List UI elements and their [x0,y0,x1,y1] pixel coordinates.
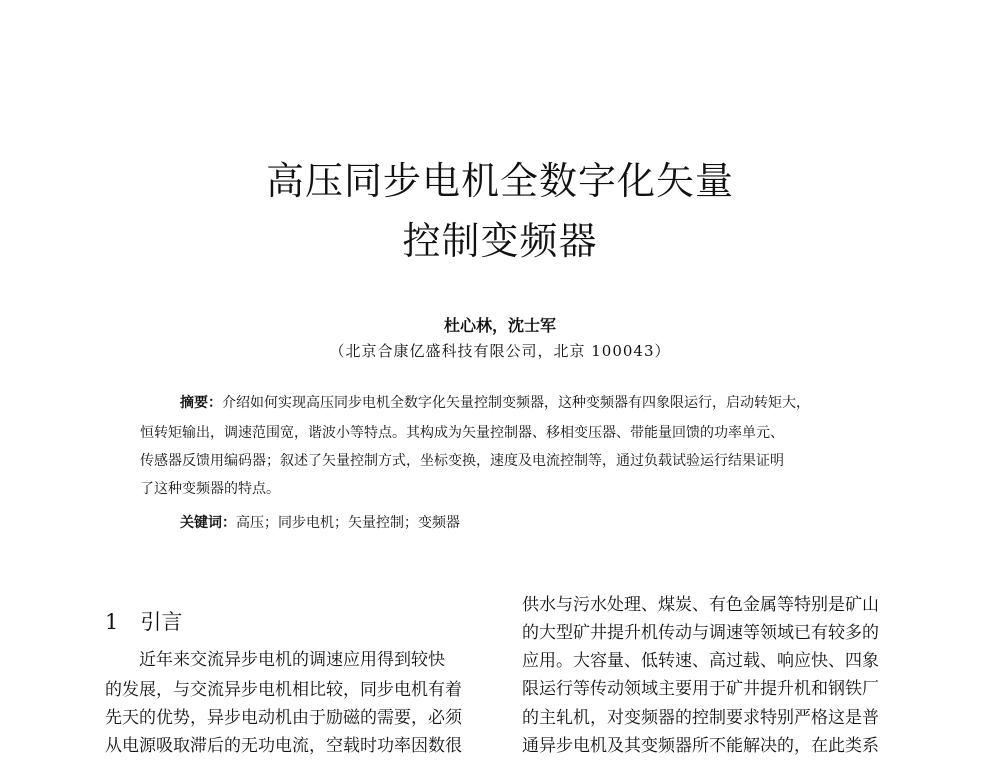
abstract-line: 传感器反馈用编码器；叙述了矢量控制方式，坐标变换，速度及电流控制等，通过负载试验运行结果证明 [140,453,784,469]
paragraph-line: 应用。大容量、低转速、高过载、响应快、四象 [522,651,879,671]
abstract-label: 摘要： [180,395,222,411]
paragraph-line: 的发展，与交流异步电机相比较，同步电机有着 [105,680,462,700]
abstract-line [180,396,810,410]
keywords-text: 高压；同步电机；矢量控制；变频器 [236,515,460,531]
section-heading [105,606,182,636]
paragraph-line: 供水与污水处理、煤炭、有色金属等特别是矿山 [522,595,879,615]
paper-title-line-2: 控制变频器 [402,219,598,263]
paper-title-line-1: 高压同步电机全数字化矢量 [265,159,734,203]
paragraph-line: 近年来交流异步电机的调速应用得到较快 [139,650,445,670]
abstract-text: 介绍如何实现高压同步电机全数字化矢量控制变频器，这种变频器有四象限运行，启动转矩大， [222,395,810,411]
paragraph-line: 从电源吸取滞后的无功电流，空载时功率因数很 [105,736,462,756]
affiliation: （北京合康亿盛科技有限公司，北京 100043） [329,342,671,360]
abstract-line: 了这种变频器的特点。 [140,481,280,497]
section-number: 1 [105,610,119,634]
paragraph-line: 通异步电机及其变频器所不能解决的，在此类系 [522,736,879,756]
section-title: 引言 [140,610,183,634]
authors: 杜心林，沈士军 [443,316,556,335]
paragraph-line: 限运行等传动领域主要用于矿井提升机和钢铁厂 [522,679,879,699]
paragraph-line: 的大型矿井提升机传动与调速等领域已有较多的 [522,623,879,643]
keywords-label: 关键词： [180,515,236,531]
keywords [180,512,460,532]
abstract-line: 恒转矩输出，调速范围宽，谐波小等特点。其构成为矢量控制器、移相变压器、带能量回馈的功率单元、 [140,425,784,441]
paragraph-line: 的主轧机，对变频器的控制要求特别严格这是普 [522,708,879,728]
paragraph-line: 先天的优势，异步电动机由于励磁的需要，必须 [105,708,462,728]
